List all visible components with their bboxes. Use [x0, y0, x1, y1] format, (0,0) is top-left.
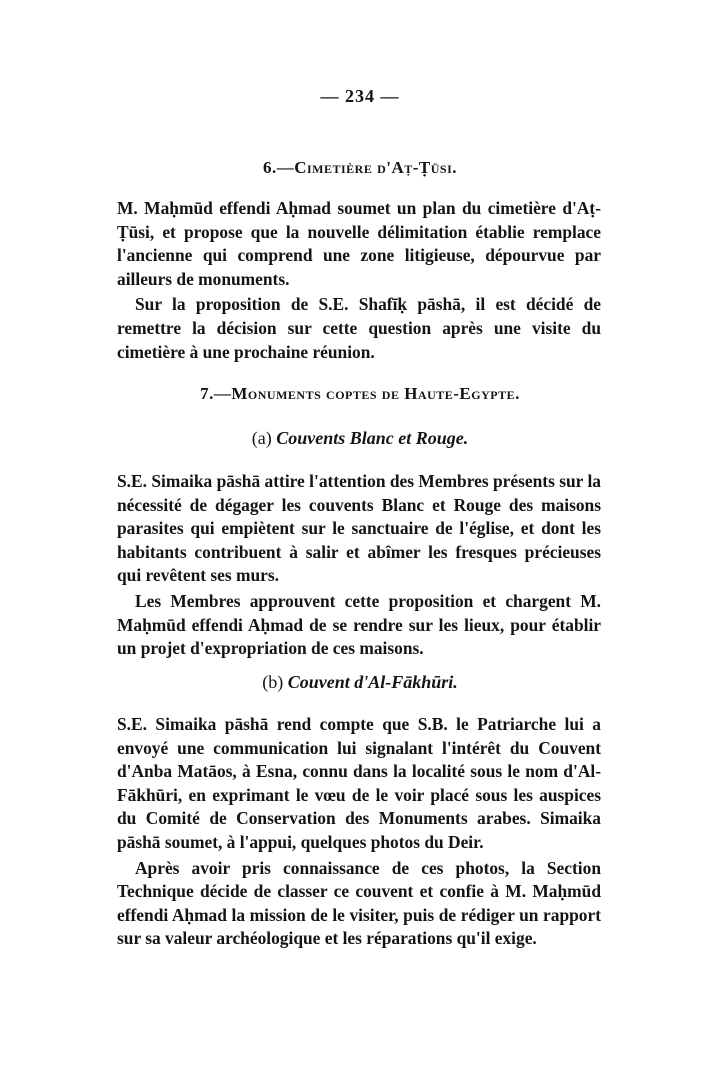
subsection-a-title: Couvents Blanc et Rouge.: [276, 428, 469, 448]
section-7-heading: 7.—Monuments coptes de Haute-Egypte.: [200, 384, 520, 403]
subsection-b-label: (b): [262, 672, 284, 692]
subsection-a-paragraph-1: S.E. Simaika pāshā attire l'attention des Membres présents sur la nécessité de dégager les couvents Blanc et Rouge des maisons parasites qui empiètent sur le sanctuaire de l'église, et dont les habitants contribuent à salir et abîmer les fresques précieuses qui revêtent ses murs.: [117, 471, 601, 586]
section-6-paragraph-1: M. Maḥmūd effendi Aḥmad soumet un plan du cimetière d'Aṭ-Ṭūsi, et propose que la nouvelle délimitation établie remplace l'ancienne qui comprend une zone litigieuse, dépourvue par ailleurs de monuments.: [117, 198, 601, 289]
section-6-heading: 6.—Cimetière d'Aṭ-Ṭūsi.: [262, 158, 458, 177]
subsection-b-paragraph-2: Après avoir pris connaissance de ces photos, la Section Technique décide de classer ce couvent et confie à M. Maḥmūd effendi Aḥmad la mission de le visiter, puis de rédiger un rapport sur sa valeur archéologique et les réparations qu'il exige.: [117, 857, 601, 949]
section-6-paragraph-2: Sur la proposition de S.E. Shafīḳ pāshā, il est décidé de remettre la décision sur cette question après une visite du cimetière à une prochaine réunion.: [117, 294, 601, 362]
subsection-b-body: [117, 713, 601, 951]
subsection-a-heading: [0, 428, 720, 449]
section-6-body: [117, 197, 601, 364]
subsection-a-paragraph-2: Les Membres approuvent cette proposition et chargent M. Maḥmūd effendi Aḥmad de se rendre sur les lieux, pour établir un projet d'expropriation de ces maisons.: [117, 590, 601, 659]
subsection-a-body: [117, 470, 601, 661]
subsection-b-heading: [0, 672, 720, 693]
subsection-b-title: Couvent d'Al-Fākhūri.: [287, 672, 458, 692]
subsection-b-paragraph-1: S.E. Simaika pāshā rend compte que S.B. le Patriarche lui a envoyé une communication lui signalant l'intérêt du Couvent d'Anba Matāos, à Esna, connu dans la localité sous le nom d'Al-Fākhūri, en exprimant le vœu de le voir placé sous les auspices du Comité de Conservation des Monuments arabes. Simaika pāshā soumet, à l'appui, quelques photos du Deir.: [117, 714, 601, 852]
page-number: — 234 —: [320, 86, 400, 106]
subsection-a-label: (a): [251, 428, 272, 448]
